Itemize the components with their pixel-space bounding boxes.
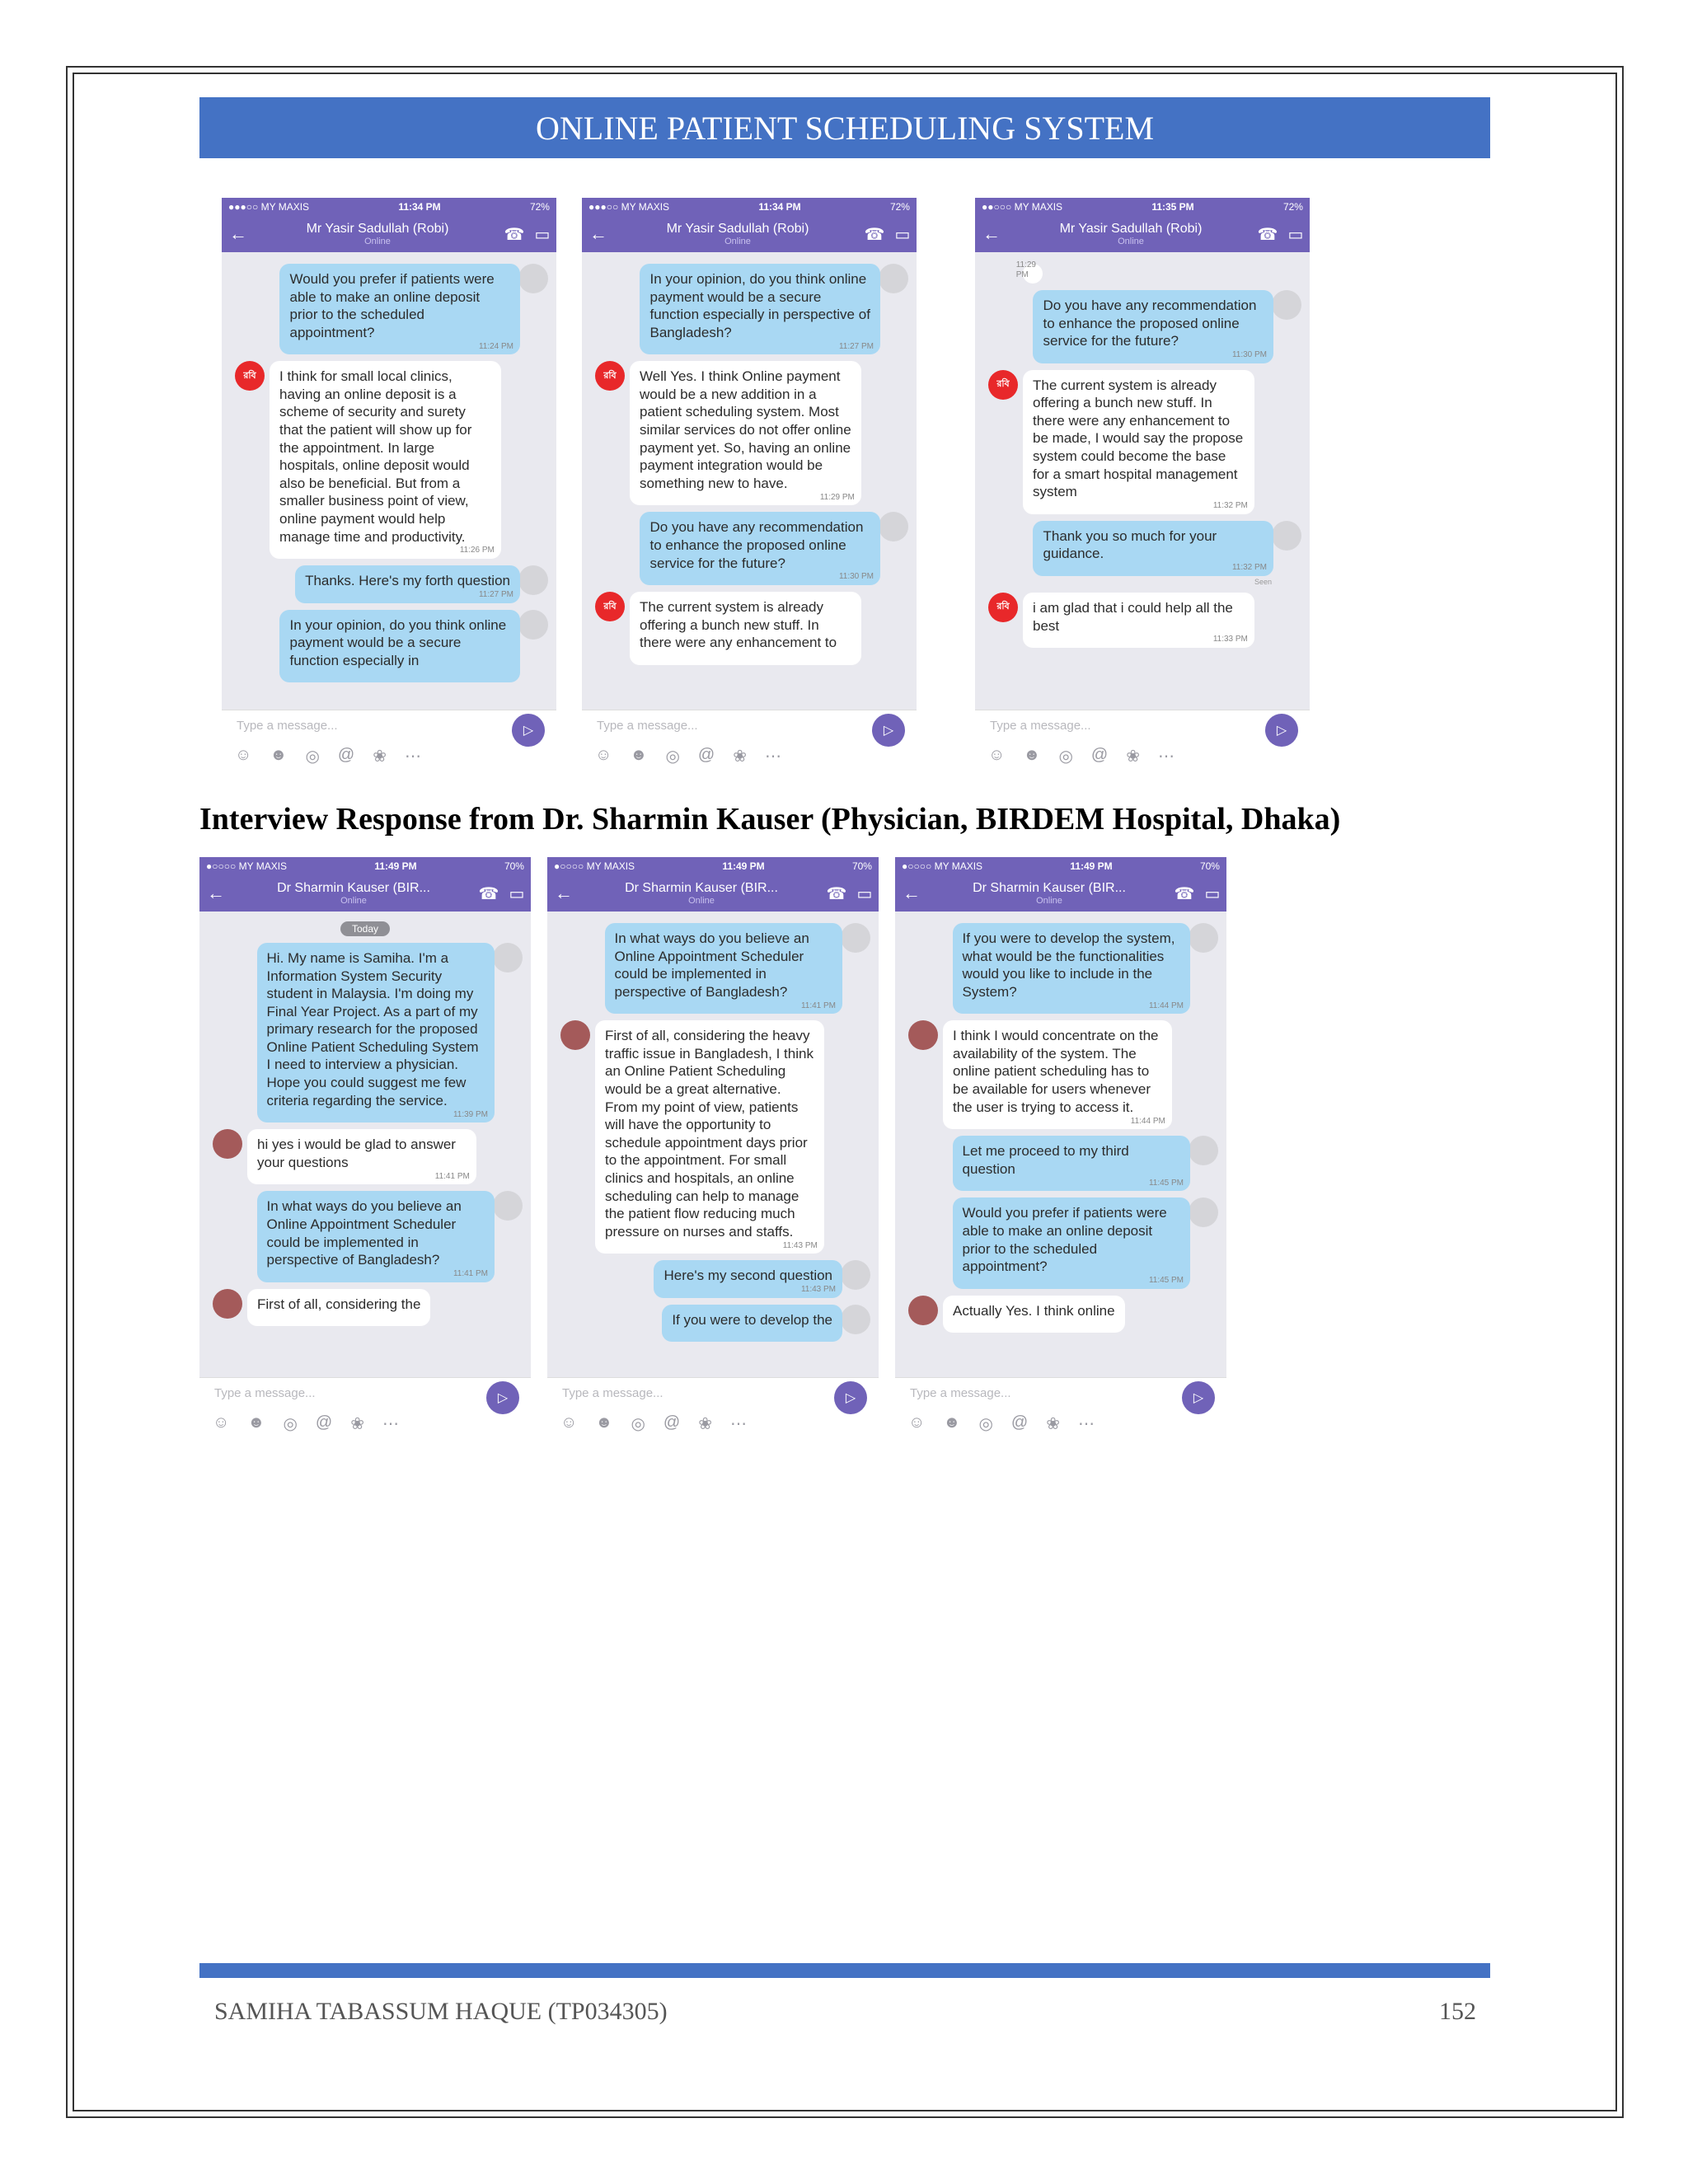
message-text: In your opinion, do you think online payment would be a secure function especially in perspective of Bangladesh? — [649, 271, 870, 340]
status-bar — [895, 857, 1226, 875]
message-bubble[interactable] — [257, 943, 495, 1122]
avatar[interactable]: রবি — [988, 370, 1018, 400]
doodle-icon[interactable]: ❀ — [1046, 1415, 1060, 1433]
chat-messages[interactable] — [547, 912, 879, 1378]
more-icon[interactable]: ⋯ — [730, 1415, 747, 1433]
phone-screenshot — [199, 857, 531, 1442]
day-label: Today — [340, 921, 390, 936]
send-icon[interactable]: ▷ — [834, 1381, 867, 1414]
message-text: The current system is already offering a bunch new stuff. In there were any enhancement to be made, I would say the propose system could become the base for a smart hospital management system — [1033, 377, 1244, 500]
message-time: 11:32 PM — [1212, 501, 1248, 511]
send-icon[interactable]: ▷ — [512, 714, 545, 747]
message-text: Thanks. Here's my forth question — [305, 573, 510, 589]
avatar[interactable] — [841, 923, 870, 953]
mention-icon[interactable]: @ — [337, 746, 355, 764]
incoming-message — [983, 260, 1301, 284]
message-bubble[interactable] — [953, 1136, 1190, 1191]
avatar[interactable] — [518, 565, 548, 595]
outgoing-message — [983, 521, 1301, 576]
avatar[interactable] — [841, 1260, 870, 1290]
incoming-message — [556, 1020, 870, 1254]
incoming-message — [590, 361, 908, 505]
message-bubble[interactable] — [640, 512, 880, 585]
outgoing-message — [230, 565, 548, 603]
contact-title[interactable] — [232, 881, 475, 906]
message-time: 11:44 PM — [1148, 1001, 1184, 1010]
contact-name: Dr Sharmin Kauser (BIR... — [973, 881, 1126, 896]
message-composer — [582, 710, 917, 775]
avatar[interactable]: রবি — [988, 593, 1018, 622]
camera-icon[interactable]: ◎ — [305, 748, 320, 766]
avatar[interactable] — [879, 264, 908, 293]
more-icon[interactable]: ⋯ — [765, 748, 781, 766]
message-time: 11:45 PM — [1148, 1275, 1184, 1285]
avatar[interactable]: রবি — [235, 361, 265, 391]
sticker-icon[interactable]: ☺ — [908, 1413, 926, 1432]
message-input[interactable]: Type a message... — [910, 1386, 1011, 1400]
outgoing-message — [556, 1305, 870, 1343]
message-bubble[interactable] — [1033, 521, 1273, 576]
mention-icon[interactable]: @ — [1010, 1413, 1029, 1432]
message-input[interactable]: Type a message... — [562, 1386, 663, 1400]
back-arrow-icon[interactable]: ← — [982, 223, 1001, 244]
message-time: 11:39 PM — [452, 1109, 488, 1119]
message-text: Here's my second question — [663, 1268, 832, 1284]
message-text: Would you prefer if patients were able to make an online deposit prior to the scheduled appointment? — [289, 271, 495, 340]
message-text: First of all, considering the — [257, 1296, 421, 1312]
contact-title[interactable] — [580, 881, 823, 906]
contact-title[interactable] — [615, 222, 860, 246]
message-bubble[interactable] — [279, 264, 520, 354]
message-bubble[interactable] — [1023, 593, 1254, 648]
avatar[interactable] — [1272, 290, 1301, 320]
message-bubble[interactable] — [654, 1260, 842, 1298]
message-time: 11:41 PM — [452, 1268, 488, 1278]
page-number: 152 — [1439, 1998, 1476, 2025]
section-heading: Interview Response from Dr. Sharmin Kauser (Physician, BIRDEM Hospital, Dhaka) — [199, 802, 1341, 837]
message-bubble[interactable] — [943, 1020, 1172, 1129]
message-text: If you were to develop the — [672, 1311, 832, 1328]
message-text: The current system is already offering a bunch new stuff. In there were any enhancement to — [640, 599, 837, 651]
mention-icon[interactable]: @ — [663, 1413, 681, 1432]
message-time: 11:24 PM — [478, 341, 513, 351]
message-text: i am glad that i could help all the best — [1033, 599, 1233, 634]
carrier-text: ●●●○○ MY MAXIS — [228, 201, 310, 213]
phone-screenshot — [582, 198, 917, 775]
message-time: 11:43 PM — [782, 1240, 818, 1250]
document-header: ONLINE PATIENT SCHEDULING SYSTEM — [199, 97, 1490, 158]
mention-icon[interactable]: @ — [697, 746, 715, 764]
avatar[interactable] — [879, 512, 908, 541]
message-bubble[interactable] — [295, 565, 520, 603]
clock-text: 11:49 PM — [1070, 860, 1113, 872]
video-call-icon[interactable]: ▭ — [894, 225, 911, 244]
video-call-icon[interactable]: ▭ — [1287, 225, 1304, 244]
contact-title[interactable] — [1008, 222, 1254, 246]
status-bar — [582, 198, 917, 216]
sticker-icon[interactable]: ☺ — [235, 746, 252, 764]
seen-indicator: Seen — [1254, 577, 1272, 586]
composer-toolbar — [213, 1413, 399, 1434]
message-input[interactable]: Type a message... — [214, 1386, 316, 1400]
clock-text: 11:49 PM — [374, 860, 417, 872]
outgoing-message — [903, 1197, 1218, 1288]
message-time: 11:44 PM — [1130, 1116, 1165, 1126]
message-composer — [895, 1377, 1226, 1442]
composer-toolbar — [235, 746, 421, 766]
outgoing-message — [230, 610, 548, 683]
incoming-message — [903, 1020, 1218, 1129]
send-icon[interactable]: ▷ — [486, 1381, 519, 1414]
contact-status: Online — [724, 236, 751, 246]
avatar[interactable] — [908, 1296, 938, 1325]
message-time: 11:32 PM — [1231, 563, 1267, 573]
more-icon[interactable]: ⋯ — [405, 748, 421, 766]
avatar[interactable] — [841, 1305, 870, 1334]
clock-text: 11:34 PM — [398, 201, 441, 213]
avatar[interactable] — [518, 610, 548, 640]
send-icon[interactable]: ▷ — [1182, 1381, 1215, 1414]
message-bubble[interactable] — [1033, 290, 1273, 363]
emoji-icon[interactable]: ☻ — [1023, 746, 1041, 764]
message-text: In your opinion, do you think online payment would be a secure function especially in — [289, 616, 507, 668]
clock-text: 11:35 PM — [1151, 201, 1194, 213]
phone-screenshot — [975, 198, 1310, 775]
contact-name: Dr Sharmin Kauser (BIR... — [625, 881, 778, 896]
message-time: 11:30 PM — [1231, 350, 1267, 360]
back-arrow-icon[interactable]: ← — [589, 223, 607, 244]
avatar[interactable] — [493, 1191, 523, 1221]
day-separator — [199, 921, 531, 936]
message-text: Thank you so much for your guidance. — [1043, 527, 1217, 562]
send-icon[interactable]: ▷ — [872, 714, 905, 747]
message-time: 11:26 PM — [459, 546, 495, 555]
outgoing-message — [208, 1191, 523, 1282]
sticker-icon[interactable]: ☺ — [213, 1413, 230, 1432]
doodle-icon[interactable]: ❀ — [698, 1415, 712, 1433]
chat-header — [199, 875, 531, 912]
contact-status: Online — [1118, 236, 1144, 246]
message-time: 11:27 PM — [478, 589, 513, 599]
avatar[interactable] — [1189, 1197, 1218, 1227]
incoming-message — [983, 370, 1301, 514]
battery-text: 70% — [504, 860, 524, 872]
status-bar — [975, 198, 1310, 216]
avatar[interactable] — [493, 943, 523, 972]
message-text: In what ways do you believe an Online Appointment Scheduler could be implemented in perspective of Bangladesh? — [266, 1198, 462, 1268]
phone-icon[interactable]: ☎ — [1174, 884, 1195, 903]
avatar[interactable] — [518, 264, 548, 293]
message-text: I think for small local clinics, having an online deposit is a scheme of security and surety that the patient will show up for the appointment. In large hospitals, online deposit would also be beneficial. But from a smaller business point of view, online payment would help manage time and productivity. — [279, 368, 472, 545]
contact-status: Online — [364, 236, 391, 246]
composer-toolbar — [595, 746, 781, 766]
contact-name: Mr Yasir Sadullah (Robi) — [666, 222, 809, 237]
more-icon[interactable]: ⋯ — [1158, 748, 1175, 766]
outgoing-message — [230, 264, 548, 354]
avatar[interactable]: রবি — [595, 361, 625, 391]
message-bubble[interactable] — [595, 1020, 824, 1254]
clock-text: 11:34 PM — [758, 201, 801, 213]
avatar[interactable] — [908, 1020, 938, 1050]
camera-icon[interactable]: ◎ — [978, 1415, 993, 1433]
battery-text: 70% — [851, 860, 872, 872]
message-text: First of all, considering the heavy traffic issue in Bangladesh, I think an Online Patient Scheduling would be a great alternative. From my point of view, patients will have the opportunity to schedule appointment days prior to the appointment. For small clinics and hospitals, an online scheduling can help to manage the patient flow reducing much pressure on nurses and staffs. — [605, 1028, 814, 1240]
emoji-icon[interactable]: ☻ — [595, 1413, 613, 1432]
phone-icon[interactable]: ☎ — [864, 225, 885, 244]
incoming-message — [903, 1296, 1218, 1333]
emoji-icon[interactable]: ☻ — [630, 746, 648, 764]
message-input[interactable]: Type a message... — [237, 719, 338, 733]
contact-title[interactable] — [255, 222, 500, 246]
status-bar — [547, 857, 879, 875]
sticker-icon[interactable]: ☺ — [988, 746, 1006, 764]
phone-screenshot — [547, 857, 879, 1442]
composer-toolbar — [560, 1413, 747, 1434]
battery-text: 72% — [529, 201, 550, 213]
message-text: Would you prefer if patients were able to make an online deposit prior to the scheduled appointment? — [962, 1205, 1167, 1275]
carrier-text: ●●●○○ MY MAXIS — [588, 201, 670, 213]
chat-header — [547, 875, 879, 912]
avatar[interactable] — [213, 1129, 242, 1159]
more-icon[interactable]: ⋯ — [1078, 1415, 1095, 1433]
phone-icon[interactable]: ☎ — [1257, 225, 1278, 244]
message-bubble[interactable] — [630, 361, 861, 505]
phone-icon[interactable]: ☎ — [504, 225, 525, 244]
message-bubble[interactable] — [1015, 260, 1043, 284]
message-time: 11:29 PM — [819, 492, 855, 502]
message-text: Actually Yes. I think online — [953, 1302, 1115, 1319]
message-composer — [222, 710, 556, 775]
outgoing-message — [556, 923, 870, 1014]
avatar[interactable] — [1189, 923, 1218, 953]
mention-icon[interactable]: @ — [315, 1413, 333, 1432]
message-input[interactable]: Type a message... — [597, 719, 698, 733]
message-bubble[interactable] — [279, 610, 520, 683]
phone-screenshot — [222, 198, 556, 775]
chat-messages[interactable] — [582, 252, 917, 710]
outgoing-message — [590, 512, 908, 585]
outgoing-message — [556, 1260, 870, 1298]
camera-icon[interactable]: ◎ — [283, 1415, 298, 1433]
footer-author: SAMIHA TABASSUM HAQUE (TP034305) — [214, 1998, 668, 2025]
contact-name: Mr Yasir Sadullah (Robi) — [1059, 222, 1203, 237]
phone-icon[interactable]: ☎ — [826, 884, 847, 903]
carrier-text: ●○○○○ MY MAXIS — [554, 860, 635, 872]
message-time: 11:43 PM — [800, 1285, 836, 1295]
back-arrow-icon[interactable]: ← — [903, 883, 921, 903]
avatar[interactable] — [213, 1289, 242, 1319]
clock-text: 11:49 PM — [722, 860, 765, 872]
incoming-message — [983, 593, 1301, 648]
outgoing-message — [590, 264, 908, 354]
status-bar — [222, 198, 556, 216]
contact-name: Dr Sharmin Kauser (BIR... — [277, 881, 430, 896]
avatar[interactable] — [1272, 521, 1301, 551]
emoji-icon[interactable]: ☻ — [943, 1413, 961, 1432]
contact-status: Online — [1036, 895, 1062, 906]
message-time: 11:45 PM — [1148, 1178, 1184, 1188]
message-text: If you were to develop the system, what would be the functionalities would you like to include in the System? — [962, 930, 1175, 1000]
contact-name: Mr Yasir Sadullah (Robi) — [306, 222, 449, 237]
incoming-message — [590, 592, 908, 665]
chat-header — [582, 216, 917, 252]
message-text: I think I would concentrate on the availability of the system. The online patient scheduling has to be available for users whenever the user is trying to access it. — [953, 1028, 1159, 1115]
chat-header — [222, 216, 556, 252]
contact-title[interactable] — [928, 881, 1170, 906]
message-bubble[interactable] — [257, 1191, 495, 1282]
doodle-icon[interactable]: ❀ — [373, 748, 387, 766]
video-call-icon[interactable]: ▭ — [534, 225, 551, 244]
doodle-icon[interactable]: ❀ — [350, 1415, 364, 1433]
carrier-text: ●○○○○ MY MAXIS — [902, 860, 983, 872]
emoji-icon[interactable]: ☻ — [270, 746, 288, 764]
chat-messages[interactable] — [222, 252, 556, 710]
chat-messages[interactable] — [975, 252, 1310, 710]
message-bubble[interactable] — [953, 923, 1190, 1014]
message-text: Do you have any recommendation to enhance the proposed online service for the future? — [649, 519, 864, 571]
contact-status: Online — [688, 895, 715, 906]
phone-screenshot — [895, 857, 1226, 1442]
message-bubble[interactable] — [943, 1296, 1125, 1333]
doodle-icon[interactable]: ❀ — [733, 748, 747, 766]
message-bubble[interactable] — [630, 592, 861, 665]
message-text: Hi. My name is Samiha. I'm a Information System Security student in Malaysia. I'm doing my Final Year Project. As a part of my primary research for the proposed Online Patient Scheduling System I need to interview a physician. Hope you could suggest me few criteria regarding the service. — [266, 950, 479, 1108]
footer-bar — [199, 1963, 1490, 1978]
composer-toolbar — [908, 1413, 1095, 1434]
avatar[interactable] — [560, 1020, 590, 1050]
message-bubble[interactable] — [953, 1197, 1190, 1288]
outgoing-message — [903, 1136, 1218, 1191]
message-bubble[interactable] — [270, 361, 501, 559]
incoming-message — [208, 1289, 523, 1327]
incoming-message — [208, 1129, 523, 1184]
doodle-icon[interactable]: ❀ — [1126, 748, 1140, 766]
carrier-text: ●●○○○ MY MAXIS — [982, 201, 1063, 213]
avatar[interactable] — [1189, 1136, 1218, 1165]
message-composer — [547, 1377, 879, 1442]
sticker-icon[interactable]: ☺ — [560, 1413, 578, 1432]
message-text: Let me proceed to my third question — [962, 1143, 1129, 1177]
message-composer — [199, 1377, 531, 1442]
camera-icon[interactable]: ◎ — [631, 1415, 645, 1433]
message-time: 11:41 PM — [800, 1001, 836, 1010]
message-time: 11:41 PM — [434, 1171, 470, 1181]
incoming-message — [230, 361, 548, 559]
message-time: 11:29 PM — [1015, 260, 1036, 280]
message-bubble[interactable] — [1023, 370, 1254, 514]
composer-toolbar — [988, 746, 1175, 766]
message-bubble[interactable] — [605, 923, 842, 1014]
contact-status: Online — [340, 895, 367, 906]
back-arrow-icon[interactable]: ← — [207, 883, 225, 903]
chat-messages[interactable] — [199, 912, 531, 1378]
battery-text: 72% — [889, 201, 910, 213]
battery-text: 72% — [1282, 201, 1303, 213]
back-arrow-icon[interactable]: ← — [229, 223, 247, 244]
message-text: Well Yes. I think Online payment would be a new addition in a patient scheduling system. Most similar services do not offer online payment yet. So, having an online payment integration would be something new to have. — [640, 368, 851, 491]
message-time: 11:33 PM — [1212, 635, 1248, 644]
avatar[interactable]: রবি — [595, 592, 625, 621]
message-text: Do you have any recommendation to enhance the proposed online service for the future? — [1043, 298, 1257, 349]
camera-icon[interactable]: ◎ — [665, 748, 680, 766]
carrier-text: ●○○○○ MY MAXIS — [206, 860, 288, 872]
message-text: In what ways do you believe an Online Appointment Scheduler could be implemented in perspective of Bangladesh? — [614, 930, 809, 1000]
message-time: 11:30 PM — [838, 572, 874, 582]
back-arrow-icon[interactable]: ← — [555, 883, 573, 903]
outgoing-message — [903, 923, 1218, 1014]
video-call-icon[interactable]: ▭ — [856, 884, 873, 903]
chat-messages[interactable] — [895, 912, 1226, 1378]
message-input[interactable]: Type a message... — [990, 719, 1091, 733]
status-bar — [199, 857, 531, 875]
message-bubble[interactable] — [640, 264, 880, 354]
message-bubble[interactable] — [247, 1289, 430, 1327]
video-call-icon[interactable]: ▭ — [509, 884, 525, 903]
phone-icon[interactable]: ☎ — [478, 884, 499, 903]
message-bubble[interactable] — [247, 1129, 476, 1184]
chat-header — [895, 875, 1226, 912]
camera-icon[interactable]: ◎ — [1058, 748, 1073, 766]
mention-icon[interactable]: @ — [1090, 746, 1109, 764]
emoji-icon[interactable]: ☻ — [247, 1413, 265, 1432]
message-composer — [975, 710, 1310, 775]
sticker-icon[interactable]: ☺ — [595, 746, 612, 764]
message-time: 11:27 PM — [838, 341, 874, 351]
video-call-icon[interactable]: ▭ — [1204, 884, 1221, 903]
message-text: hi yes i would be glad to answer your questions — [257, 1137, 456, 1170]
outgoing-message — [208, 943, 523, 1122]
send-icon[interactable]: ▷ — [1265, 714, 1298, 747]
outgoing-message — [983, 290, 1301, 363]
message-bubble[interactable] — [662, 1305, 842, 1343]
battery-text: 70% — [1199, 860, 1220, 872]
more-icon[interactable]: ⋯ — [382, 1415, 399, 1433]
chat-header — [975, 216, 1310, 252]
